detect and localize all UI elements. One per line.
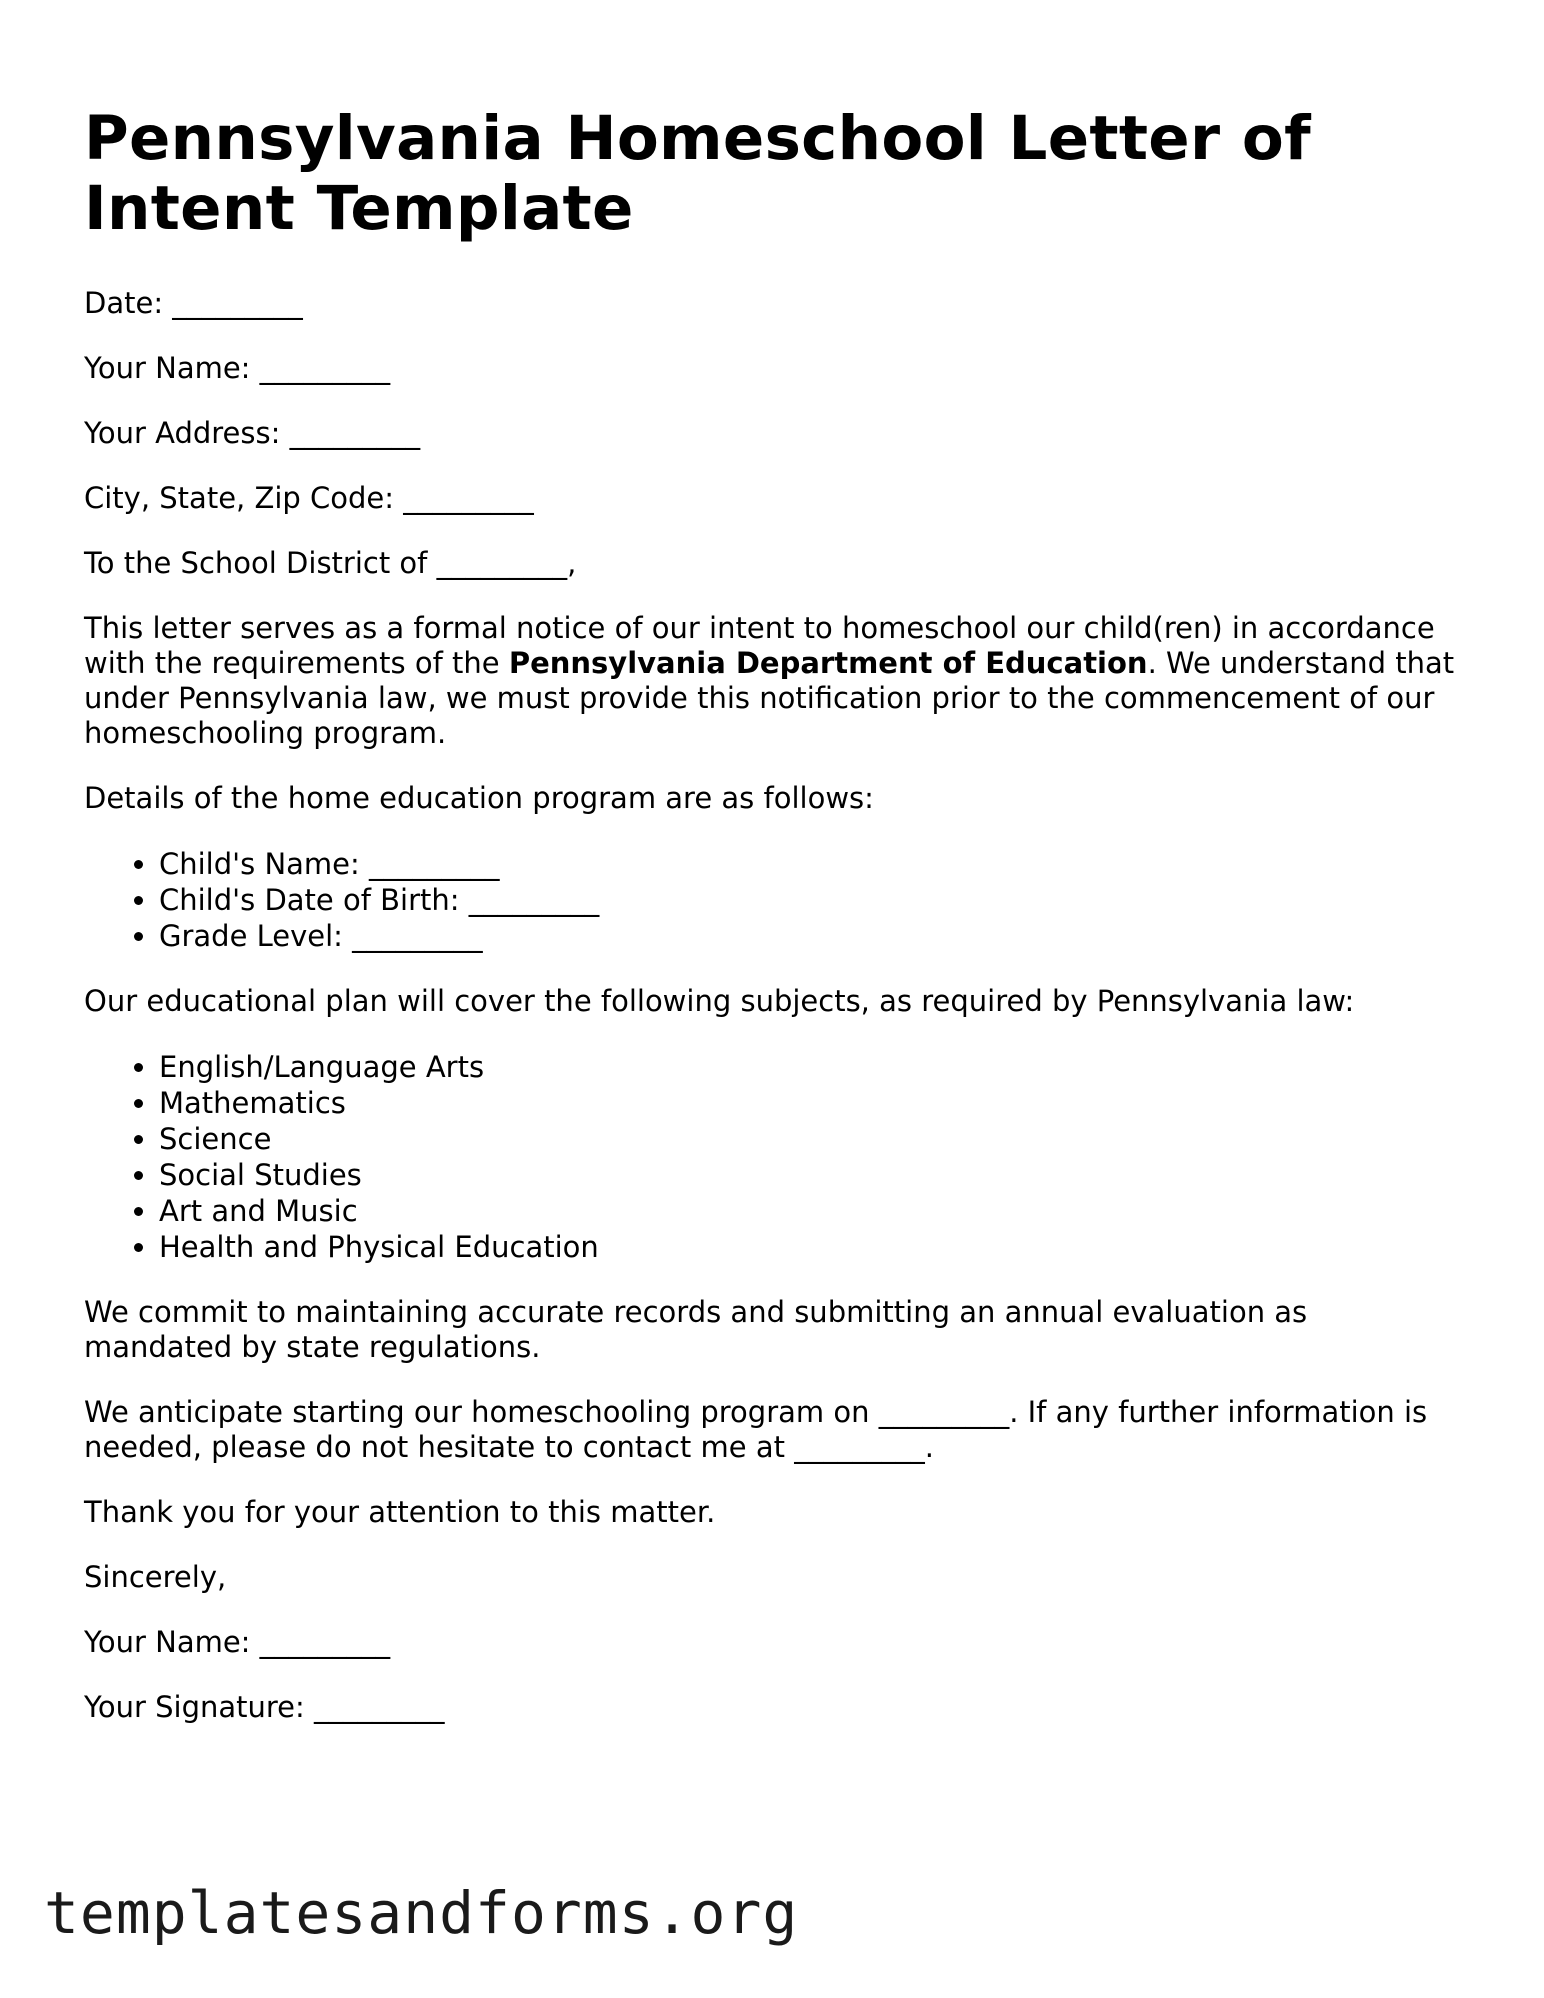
subjects-list [84,1049,1464,1265]
list-item: • English/Language Arts [159,1049,1464,1085]
department-name: Pennsylvania Department of Education [508,646,1148,680]
your-address-field: Your Address: _________ [84,416,421,450]
list-item: • Social Studies [159,1157,1464,1193]
signature-field: Your Signature: _________ [84,1690,445,1724]
letter-document [84,104,1464,1755]
date-field: Date: _________ [84,286,303,320]
page-title: Pennsylvania Homeschool Letter of Intent Template [84,103,1311,244]
signature-name-field: Your Name: _________ [84,1625,391,1659]
closing: Sincerely, [84,1560,227,1594]
thanks-paragraph: Thank you for your attention to this matter. [84,1495,716,1529]
list-item: • Child's Name: _________ [159,846,1464,882]
list-item: • Health and Physical Education [159,1229,1464,1265]
city-state-zip-field: City, State, Zip Code: _________ [84,481,534,515]
list-item: • Science [159,1121,1464,1157]
anticipate-paragraph: We anticipate starting our homeschooling program on _________. If any further information is needed, please do not hesitate to contact me at _________. [84,1395,1428,1464]
details-heading: Details of the home education program are as follows: [84,781,874,815]
intro-paragraph [84,611,1464,751]
list-item: • Child's Date of Birth: _________ [159,882,1464,918]
school-district-field: To the School District of _________, [84,546,577,580]
intro-text-1: This letter serves as a formal notice of our intent to homeschool our child(ren) in accordance with the requirements of the [84,611,1435,680]
intro-text-2: . We understand that under Pennsylvania law, we must provide this notification prior to the commencement of our homeschooling program. [84,646,1455,750]
list-item: • Art and Music [159,1193,1464,1229]
your-name-field: Your Name: _________ [84,351,391,385]
details-list [84,846,1464,954]
commitment-paragraph: We commit to maintaining accurate records and submitting an annual evaluation as mandated by state regulations. [84,1295,1308,1364]
list-item: • Mathematics [159,1085,1464,1121]
subjects-heading: Our educational plan will cover the following subjects, as required by Pennsylvania law: [84,984,1355,1018]
watermark: templatesandforms.org [44,1879,799,1947]
list-item: • Grade Level: _________ [159,918,1464,954]
